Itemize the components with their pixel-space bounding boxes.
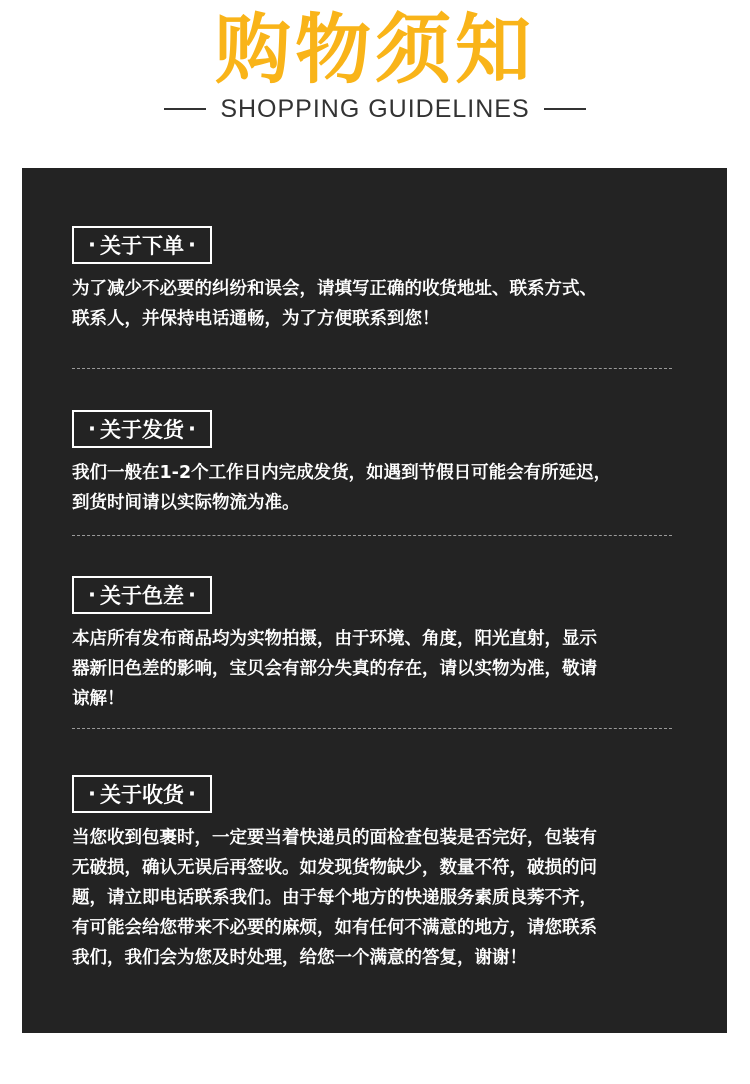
dot-icon: ·	[187, 417, 196, 441]
dot-icon: ·	[88, 583, 96, 607]
text-line: 无破损，确认无误后再签收。如发现货物缺少，数量不符，破损的问	[72, 858, 597, 878]
dashed-divider	[72, 368, 672, 369]
page-subtitle: SHOPPING GUIDELINES	[220, 94, 530, 123]
page-title: 购物须知	[215, 5, 535, 94]
text-line: 本店所有发布商品均为实物拍摄，由于环境、角度，阳光直射，显示	[72, 629, 597, 649]
text-line: 有可能会给您带来不必要的麻烦，如有任何不满意的地方，请您联系	[72, 918, 597, 938]
section-label	[72, 576, 212, 614]
subtitle-right-line	[544, 108, 586, 110]
section-label-text: 关于发货	[99, 418, 184, 442]
dot-icon: ·	[88, 782, 96, 806]
text-line: 当您收到包裹时，一定要当着快递员的面检查包装是否完好，包装有	[72, 828, 597, 848]
dashed-divider	[72, 535, 672, 536]
section-label-text: 关于下单	[99, 234, 184, 258]
text-line: 器新旧色差的影响，宝贝会有部分失真的存在，请以实物为准，敬请	[72, 659, 597, 679]
dot-icon: ·	[187, 233, 196, 257]
section-text	[72, 274, 672, 334]
text-line: 我们，我们会为您及时处理，给您一个满意的答复，谢谢！	[72, 948, 527, 968]
text-line: 到货时间请以实际物流为准。	[72, 493, 300, 513]
dot-icon: ·	[187, 782, 196, 806]
section-label-text: 关于收货	[99, 783, 184, 807]
text-line: 联系人，并保持电话通畅，为了方便联系到您！	[72, 309, 440, 329]
text-line: 题，请立即电话联系我们。由于每个地方的快递服务素质良莠不齐，	[72, 888, 597, 908]
dot-icon: ·	[88, 233, 96, 257]
section-text	[72, 458, 672, 518]
text-line: 谅解！	[72, 689, 125, 709]
subtitle-left-line	[164, 108, 206, 110]
guidelines-panel	[22, 168, 727, 1033]
section-text	[72, 624, 672, 714]
section-text	[72, 823, 672, 973]
text-line: 为了减少不必要的纠纷和误会，请填写正确的收货地址、联系方式、	[72, 279, 597, 299]
text-line: 我们一般在1-2个工作日内完成发货，如遇到节假日可能会有所延迟，	[72, 463, 612, 483]
dashed-divider	[72, 728, 672, 729]
section-label	[72, 410, 212, 448]
dot-icon: ·	[88, 417, 96, 441]
subtitle-row	[0, 92, 750, 126]
section-label	[72, 226, 212, 264]
dot-icon: ·	[187, 583, 196, 607]
section-label	[72, 775, 212, 813]
section-label-text: 关于色差	[99, 584, 184, 608]
header	[0, 0, 750, 168]
